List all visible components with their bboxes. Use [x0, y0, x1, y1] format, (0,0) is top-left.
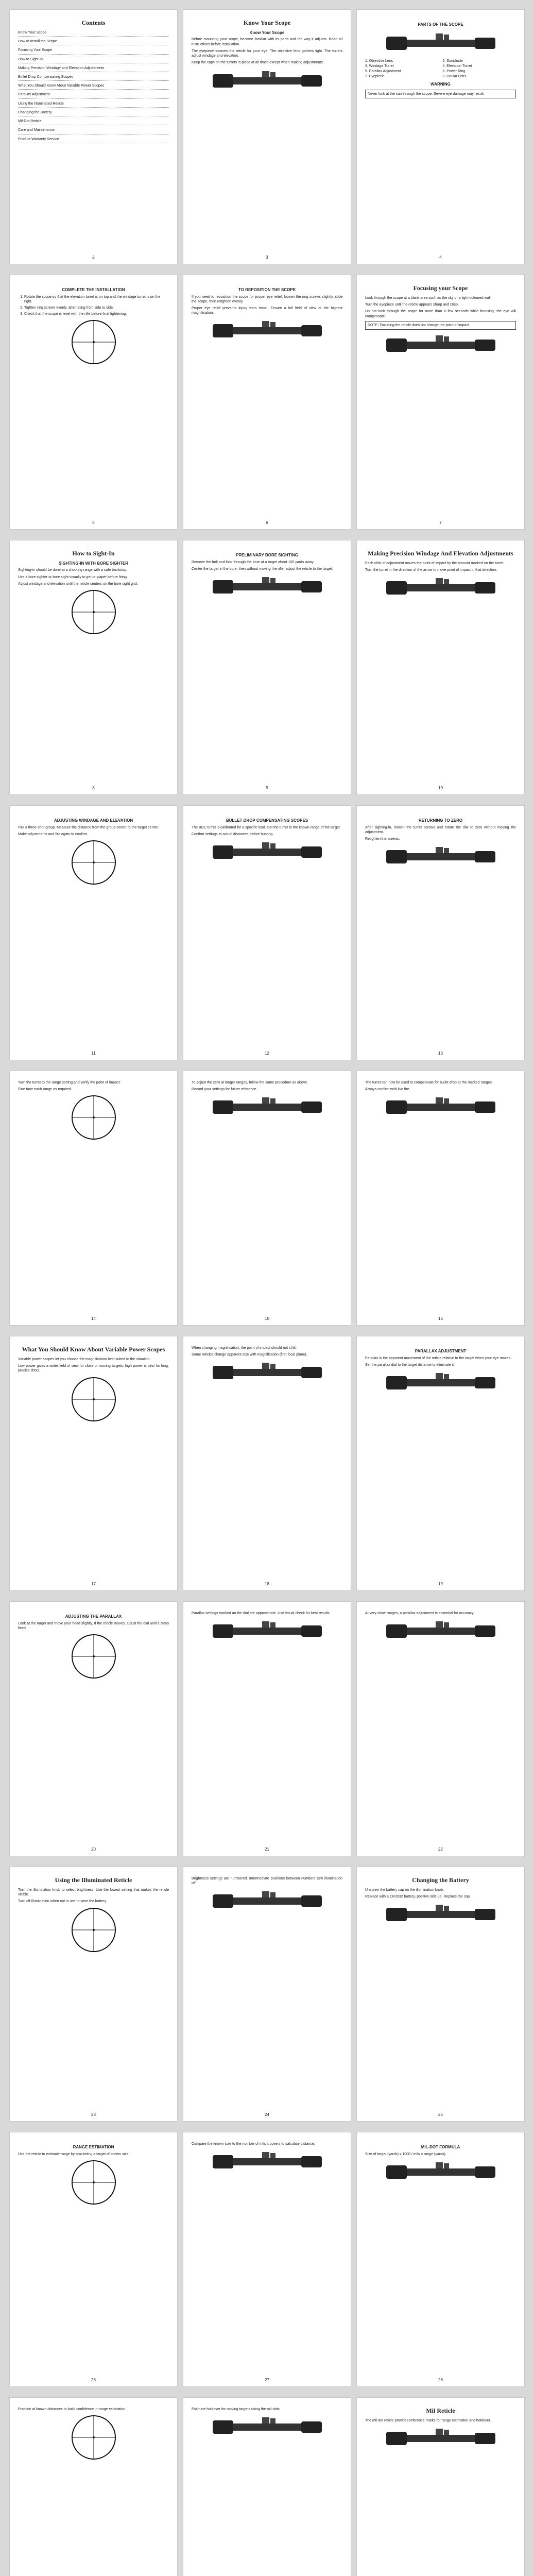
body-paragraph: Each click of adjustment moves the point of impact by the amount marked on the turret. — [365, 561, 505, 565]
scope-illustration — [384, 30, 497, 56]
page-title: What You Should Know About Variable Power Scopes — [22, 1346, 165, 1353]
page-number: 17 — [91, 1582, 96, 1587]
scope-illustration — [211, 1360, 324, 1385]
page-title: Contents — [81, 19, 106, 26]
body-paragraph: The turret can now be used to compensate for bullet drop at the marked ranges. — [365, 1081, 493, 1084]
manual-page — [183, 9, 351, 264]
body-paragraph: Variable power scopes let you choose the magnification best suited to the situation. — [18, 1357, 151, 1361]
toc-item — [18, 48, 169, 54]
page-number: 20 — [91, 1847, 96, 1852]
section-heading: PARALLAX ADJUSTMENT — [415, 1349, 467, 1353]
body-paragraph: Some reticles change apparent size with magnification (first focal plane). — [192, 1353, 307, 1357]
manual-page — [183, 1336, 351, 1591]
toc-item — [18, 128, 169, 134]
reticle-illustration — [71, 2414, 117, 2461]
page-number: 24 — [265, 2112, 269, 2117]
page-number: 10 — [438, 786, 443, 791]
manual-page — [356, 1601, 525, 1856]
body-paragraph: Parallax is the apparent movement of the reticle relative to the target when your eye moves. — [365, 1356, 512, 1360]
page-number: 18 — [265, 1582, 269, 1587]
toc-label: Parallax Adjustment — [18, 93, 50, 97]
toc-item — [18, 92, 169, 98]
toc-label: Mil-Dot Reticle — [18, 120, 42, 124]
body-paragraph: Fine tune each range as required. — [18, 1088, 73, 1092]
body-paragraph: Turn off illumination when not in use to save the battery. — [18, 1900, 107, 1904]
manual-page — [183, 805, 351, 1060]
body-paragraph: Low power gives a wider field of view for close or moving targets; high power is best for long, precise shots. — [18, 1364, 169, 1373]
manual-page — [356, 805, 525, 1060]
scope-illustration — [384, 844, 497, 870]
body-paragraph: Turn the eyepiece until the reticle appears sharp and crisp. — [365, 303, 459, 307]
table-of-contents — [18, 30, 169, 143]
body-paragraph: Compare the known size to the number of mils it covers to calculate distance. — [192, 2142, 315, 2146]
scope-illustration — [384, 2426, 497, 2451]
body-paragraph: To adjust the zero at longer ranges, follow the same procedure as above. — [192, 1081, 308, 1084]
page-number: 25 — [438, 2112, 443, 2117]
toc-item — [18, 119, 169, 125]
body-paragraph: Use the reticle to estimate range by bracketing a target of known size. — [18, 2152, 130, 2156]
toc-item — [18, 66, 169, 72]
manual-page — [356, 2132, 525, 2387]
toc-label: Bullet Drop Compensating Scopes — [18, 75, 74, 79]
manual-page — [183, 540, 351, 795]
reticle-illustration — [71, 319, 117, 365]
page-number: 26 — [91, 2378, 96, 2383]
page-number: 2 — [92, 255, 95, 260]
manual-page — [9, 1336, 178, 1591]
section-heading: TO REPOSITION THE SCOPE — [238, 287, 296, 292]
toc-label: How to Install the Scope — [18, 40, 57, 44]
section-heading: ADJUSTING WINDAGE AND ELEVATION — [54, 818, 133, 823]
body-paragraph: Set the parallax dial to the target distance to eliminate it. — [365, 1363, 455, 1367]
page-title: Changing the Battery — [412, 1876, 469, 1884]
step-item: 3. Check that the scope is level with the rifle before final tightening. — [24, 312, 169, 316]
body-paragraph: Brightness settings are numbered. Intermediate positions between numbers turn illumination off. — [192, 1877, 342, 1886]
toc-item — [18, 83, 169, 90]
scope-illustration — [211, 839, 324, 865]
scope-illustration — [211, 2149, 324, 2175]
body-paragraph: Always confirm with live fire. — [365, 1088, 410, 1092]
page-number: 27 — [265, 2378, 269, 2383]
part-label: 2. Sunshade — [442, 59, 463, 63]
manual-page — [9, 275, 178, 530]
page-number: 4 — [439, 255, 442, 260]
page-title: Know Your Scope — [243, 19, 291, 26]
toc-label: What You Should Know About Variable Power Scopes — [18, 84, 105, 88]
scope-illustration — [211, 1888, 324, 1914]
toc-label: Using the Illuminated Reticle — [18, 101, 64, 106]
scope-illustration — [384, 1618, 497, 1644]
page-number: 19 — [438, 1582, 443, 1587]
page-number: 7 — [439, 520, 442, 526]
toc-label: Product Warranty Service — [18, 137, 59, 141]
body-paragraph: Record your settings for future reference. — [192, 1088, 257, 1092]
manual-page — [356, 540, 525, 795]
part-label: 5. Parallax Adjustment — [365, 70, 401, 74]
page-number: 15 — [265, 1316, 269, 1321]
part-label: 1. Objective Lens — [365, 59, 393, 63]
manual-page — [9, 540, 178, 795]
note-box: NOTE: Focusing the reticle does not change the point of impact. — [365, 321, 516, 330]
manual-page — [356, 1071, 525, 1326]
manual-page — [9, 805, 178, 1060]
section-heading: SIGHTING-IN WITH BORE SIGHTER — [58, 561, 129, 566]
manual-page — [9, 1867, 178, 2122]
body-paragraph: Turn the illumination knob to select brightness. Use the lowest setting that makes the reticle visible. — [18, 1888, 169, 1897]
toc-item — [18, 110, 169, 116]
body-paragraph: Center the target in the bore, then without moving the rifle, adjust the reticle to the target. — [192, 567, 333, 571]
scope-illustration — [384, 332, 497, 358]
step-item: 1. Rotate the scope so that the elevation turret is on top and the windage turret is on the right. — [24, 295, 169, 304]
body-paragraph: Look through the scope at a blank area such as the sky or a light-coloured wall. — [365, 296, 492, 300]
body-paragraph: The eyepiece focuses the reticle for your eye. The objective lens gathers light. The turrets adjust windage and elevation. — [192, 49, 342, 58]
page-title: How to Sight-In — [72, 550, 115, 557]
body-paragraph: The BDC turret is calibrated for a specific load. Set the turret to the known range of the target. — [192, 825, 341, 829]
body-paragraph: Keep the caps on the turrets in place at all times except when making adjustments. — [192, 61, 324, 65]
page-number: 13 — [438, 1051, 443, 1056]
toc-item — [18, 101, 169, 108]
manual-page — [9, 1071, 178, 1326]
manual-page — [356, 2397, 525, 2576]
manual-page — [9, 9, 178, 264]
body-paragraph: Fire a three-shot group. Measure the distance from the group center to the target center. — [18, 825, 159, 829]
manual-page — [356, 1336, 525, 1591]
part-label: 3. Windage Turret — [365, 64, 394, 68]
section-heading: MIL-DOT FORMULA — [421, 2145, 460, 2149]
page-title: Mil Reticle — [426, 2407, 455, 2414]
page-number: 6 — [266, 520, 268, 526]
body-paragraph: Unscrew the battery cap on the illumination knob. — [365, 1888, 444, 1892]
scope-illustration — [384, 575, 497, 601]
manual-pages — [9, 9, 525, 2576]
manual-page — [356, 275, 525, 530]
part-label: 7. Eyepiece — [365, 75, 384, 79]
warning-text: Never look at the sun through the scope. Severe eye damage may result. — [365, 90, 516, 98]
manual-page — [356, 9, 525, 264]
page-number: 22 — [438, 1847, 443, 1852]
toc-label: Focusing Your Scope — [18, 48, 53, 53]
toc-item — [18, 137, 169, 143]
body-paragraph: When changing magnification, the point of impact should not shift. — [192, 1346, 297, 1350]
page-number: 8 — [92, 786, 95, 791]
scope-illustration — [211, 1094, 324, 1120]
figure-caption: PARTS OF THE SCOPE — [418, 22, 463, 27]
reticle-illustration — [71, 1376, 117, 1422]
page-title: Making Precision Windage And Elevation Adjustments — [368, 550, 513, 557]
body-paragraph: Turn the turret to the range setting and verify the point of impact. — [18, 1081, 121, 1084]
scope-illustration — [384, 1370, 497, 1396]
page-number: 3 — [266, 255, 268, 260]
body-paragraph: Retighten the screws. — [365, 837, 400, 841]
section-heading: Know Your Scope — [249, 30, 285, 35]
section-heading: ADJUSTING THE PARALLAX — [65, 1614, 122, 1619]
warning-heading: WARNING — [430, 82, 451, 87]
reticle-illustration — [71, 1094, 117, 1141]
reticle-illustration — [71, 839, 117, 886]
body-paragraph: The mil-dot reticle provides reference marks for range estimation and holdover. — [365, 2418, 491, 2422]
manual-page — [9, 2132, 178, 2387]
toc-label: Changing the Battery — [18, 110, 52, 114]
step-list — [24, 295, 169, 317]
manual-page — [183, 1071, 351, 1326]
scope-illustration — [211, 2414, 324, 2440]
page-number: 28 — [438, 2378, 443, 2383]
page-title: Using the Illuminated Reticle — [55, 1876, 132, 1884]
body-paragraph: Turn the turret in the direction of the arrow to move point of impact in that direction. — [365, 568, 497, 572]
body-paragraph: Proper eye relief prevents injury from recoil. Ensure a full field of view at the highest magnification. — [192, 307, 342, 315]
step-item: 2. Tighten ring screws evenly, alternating from side to side. — [24, 306, 169, 310]
reticle-illustration — [71, 1907, 117, 1953]
scope-illustration — [211, 318, 324, 344]
page-number: 14 — [91, 1316, 96, 1321]
body-paragraph: Confirm settings at actual distances before hunting. — [192, 832, 274, 836]
page-number: 12 — [265, 1051, 269, 1056]
body-paragraph: Remove the bolt and look through the bore at a target about 100 yards away. — [192, 560, 315, 564]
page-title: Focusing your Scope — [413, 284, 468, 292]
body-paragraph: After sighting-in, loosen the turret screws and rotate the dial to zero without moving the adjustment. — [365, 825, 516, 834]
manual-page — [356, 1867, 525, 2122]
manual-page — [183, 1601, 351, 1856]
toc-item — [18, 39, 169, 45]
body-paragraph: Use a bore sighter or bore sight visually to get on paper before firing. — [18, 575, 128, 579]
body-paragraph: Estimate holdover for moving targets using the mil-dots. — [192, 2408, 281, 2411]
manual-page — [183, 1867, 351, 2122]
section-heading: RETURNING TO ZERO — [418, 818, 463, 823]
section-heading: COMPLETE THE INSTALLATION — [62, 287, 125, 292]
body-paragraph: Do not look through the scope for more than a few seconds while focusing; the eye will compensate. — [365, 310, 516, 318]
body-paragraph: Sighting-in should be done at a shooting range with a safe backstop. — [18, 568, 128, 572]
part-label: 6. Power Ring — [442, 70, 466, 74]
parts-list — [365, 59, 516, 79]
page-number: 16 — [438, 1316, 443, 1321]
body-paragraph: Look at the target and move your head slightly. If the reticle moves, adjust the dial until it stays fixed. — [18, 1621, 169, 1630]
body-paragraph: Before mounting your scope, become familiar with its parts and the way it adjusts. Read all instructions before installation. — [192, 38, 342, 46]
reticle-illustration — [71, 589, 117, 635]
page-number: 23 — [91, 2112, 96, 2117]
body-paragraph: Practice at known distances to build confidence in range estimation. — [18, 2408, 127, 2411]
toc-label: Know Your Scope — [18, 30, 47, 35]
toc-label: Care and Maintenance — [18, 128, 55, 132]
page-number: 11 — [91, 1051, 96, 1056]
manual-page — [183, 2132, 351, 2387]
body-paragraph: At very close ranges, a parallax adjustment is essential for accuracy. — [365, 1612, 474, 1615]
body-paragraph: If you need to reposition the scope for proper eye relief, loosen the ring screws slightly, slide the scope, then retighten evenly. — [192, 295, 342, 303]
body-paragraph: Size of target (yards) x 1000 / mils = range (yards). — [365, 2152, 446, 2156]
body-paragraph: Parallax settings marked on the dial are approximate. Use visual check for best results. — [192, 1612, 331, 1615]
section-heading: RANGE ESTIMATION — [73, 2145, 114, 2149]
part-label: 4. Elevation Turret — [442, 64, 472, 68]
toc-label: How to Sight-In — [18, 57, 43, 61]
page-number: 21 — [265, 1847, 269, 1852]
reticle-illustration — [71, 1633, 117, 1680]
toc-label: Making Precision Windage and Elevation Adjustments — [18, 66, 105, 70]
section-heading: BULLET DROP COMPENSATING SCOPES — [226, 818, 308, 823]
body-paragraph: Adjust windage and elevation until the reticle centers on the bore sight grid. — [18, 582, 138, 586]
manual-page — [183, 2397, 351, 2576]
body-paragraph: Make adjustments and fire again to confirm. — [18, 832, 88, 836]
scope-illustration — [384, 1094, 497, 1120]
part-label: 8. Ocular Lens — [442, 75, 467, 79]
scope-illustration — [211, 1618, 324, 1644]
scope-illustration — [384, 1902, 497, 1927]
scope-illustration — [211, 574, 324, 600]
toc-item — [18, 30, 169, 37]
page-number: 9 — [266, 786, 268, 791]
toc-item — [18, 75, 169, 81]
scope-illustration — [211, 68, 324, 94]
scope-illustration — [384, 2159, 497, 2185]
reticle-illustration — [71, 2159, 117, 2206]
manual-page — [183, 275, 351, 530]
toc-item — [18, 57, 169, 63]
manual-page — [9, 1601, 178, 1856]
body-paragraph: Replace with a CR2032 battery, positive side up. Replace the cap. — [365, 1895, 471, 1899]
page-number: 5 — [92, 520, 95, 526]
manual-page — [9, 2397, 178, 2576]
section-heading: PRELIMINARY BORE SIGHTING — [236, 553, 298, 557]
